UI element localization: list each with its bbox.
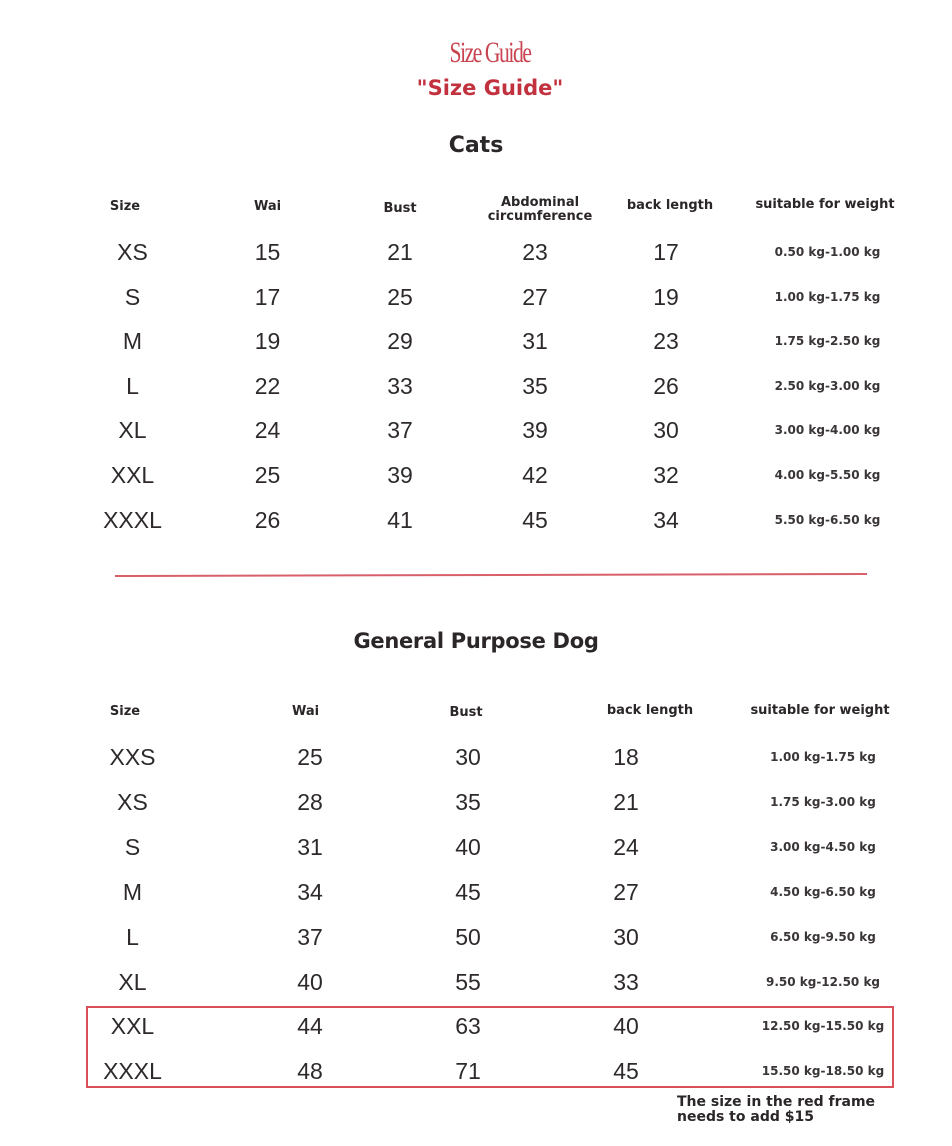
dog-cell-wai: 44 <box>297 1013 323 1040</box>
dog-cell-weight: 3.00 kg-4.50 kg <box>770 839 876 854</box>
dog-cell-back-length: 24 <box>613 833 639 860</box>
dog-cell-size: XXL <box>110 1013 155 1040</box>
dog-header-bust: Bust <box>449 705 483 720</box>
dog-cell-back-length: 30 <box>613 923 639 950</box>
cats-cell-size: XXL <box>110 462 155 488</box>
cats-cell-weight: 4.00 kg-5.50 kg <box>774 468 881 482</box>
cats-cell-bust: 25 <box>387 283 413 310</box>
section-divider <box>115 573 867 577</box>
cats-header-abdominal-line1: Abdominal <box>500 195 580 210</box>
dog-cell-size: XXXL <box>103 1058 162 1085</box>
dog-cell-back-length: 18 <box>613 744 639 770</box>
cats-cell-size: XL <box>118 417 147 444</box>
cats-cell-wai: 25 <box>254 462 281 488</box>
cats-cell-bust: 29 <box>387 328 413 355</box>
dog-cell-size: XS <box>117 788 148 815</box>
dog-cell-back-length: 21 <box>613 788 639 815</box>
cats-cell-size: XS <box>117 239 148 265</box>
cats-header-abdominal <box>470 196 610 224</box>
dog-cell-wai: 40 <box>297 968 323 995</box>
cats-cell-bust: 33 <box>387 372 413 399</box>
cats-header-size: Size <box>109 199 141 214</box>
dog-cell-size: XXS <box>109 744 156 770</box>
extra-charge-red-frame <box>86 1006 894 1088</box>
cats-header-weight: suitable for weight <box>755 197 895 212</box>
dog-cell-bust: 71 <box>455 1058 481 1085</box>
cats-cell-size: S <box>124 283 141 310</box>
dog-cell-back-length: 33 <box>613 968 639 995</box>
dog-cell-bust: 55 <box>455 968 481 995</box>
cats-cell-weight: 1.00 kg-1.75 kg <box>774 289 881 304</box>
dog-cell-back-length: 27 <box>613 878 639 905</box>
cats-cell-wai: 15 <box>254 239 281 265</box>
cats-cell-wai: 26 <box>254 506 281 533</box>
dog-cell-size: L <box>126 923 139 950</box>
dog-cell-wai: 37 <box>297 923 323 950</box>
dog-cell-back-length: 45 <box>613 1058 639 1085</box>
dog-cell-bust: 45 <box>455 878 481 905</box>
cats-cell-weight: 1.75 kg-2.50 kg <box>774 334 881 349</box>
cats-cell-wai: 19 <box>254 328 281 355</box>
cats-cell-back-length: 32 <box>653 462 679 488</box>
dog-cell-wai: 34 <box>297 878 323 905</box>
cats-cell-back-length: 23 <box>653 328 679 355</box>
cats-cell-bust: 37 <box>387 417 413 444</box>
dog-header-size: Size <box>109 704 141 719</box>
cats-header-abdominal-line2: circumference <box>487 209 593 224</box>
extra-charge-note <box>677 1095 917 1125</box>
cats-cell-weight: 0.50 kg-1.00 kg <box>774 245 881 259</box>
cats-cell-abdominal: 31 <box>522 328 548 355</box>
dog-cell-bust: 35 <box>455 788 481 815</box>
cats-cell-back-length: 34 <box>653 506 679 533</box>
dog-cell-size: S <box>124 833 141 860</box>
dog-cell-wai: 48 <box>297 1058 323 1085</box>
cats-cell-bust: 21 <box>387 239 413 265</box>
cats-cell-weight: 5.50 kg-6.50 kg <box>774 512 881 527</box>
cats-cell-wai: 22 <box>254 372 281 399</box>
size-guide-logo-script: Size Guide <box>449 36 531 69</box>
cats-cell-abdominal: 42 <box>522 462 548 488</box>
dog-cell-weight: 1.75 kg-3.00 kg <box>770 794 876 809</box>
dog-cell-wai: 28 <box>297 788 323 815</box>
dog-cell-weight: 1.00 kg-1.75 kg <box>770 750 876 764</box>
dog-cell-bust: 30 <box>455 744 481 770</box>
cats-cell-size: XXXL <box>103 506 162 533</box>
dog-cell-weight: 6.50 kg-9.50 kg <box>770 929 876 944</box>
dog-cell-bust: 50 <box>455 923 481 950</box>
dog-section-title: General Purpose Dog <box>353 629 599 653</box>
size-guide-title: "Size Guide" <box>416 76 564 100</box>
dog-cell-weight: 12.50 kg-15.50 kg <box>761 1019 885 1034</box>
cats-cell-abdominal: 35 <box>522 372 548 399</box>
extra-charge-note-line1: The size in the red frame <box>677 1094 876 1110</box>
cats-header-bust: Bust <box>383 201 417 216</box>
dog-header-weight: suitable for weight <box>750 703 890 718</box>
dog-cell-wai: 31 <box>297 833 323 860</box>
cats-header-wai: Wai <box>253 199 282 214</box>
extra-charge-note-line2: needs to add $15 <box>677 1109 814 1125</box>
dog-cell-wai: 25 <box>297 744 323 770</box>
cats-cell-bust: 39 <box>387 462 413 488</box>
dog-cell-size: XL <box>118 968 147 995</box>
dog-cell-bust: 63 <box>455 1013 481 1040</box>
dog-header-back-length: back length <box>606 703 694 718</box>
cats-cell-back-length: 26 <box>653 372 679 399</box>
cats-cell-abdominal: 27 <box>522 283 548 310</box>
cats-cell-abdominal: 45 <box>522 506 548 533</box>
cats-header-back-length: back length <box>626 198 714 213</box>
cats-cell-bust: 41 <box>387 506 413 533</box>
dog-header-wai: Wai <box>291 704 320 719</box>
cats-cell-back-length: 19 <box>653 283 679 310</box>
cats-cell-abdominal: 23 <box>522 239 548 265</box>
cats-cell-size: L <box>126 372 139 399</box>
cats-cell-weight: 3.00 kg-4.00 kg <box>774 423 881 438</box>
cats-section-title: Cats <box>448 133 504 158</box>
dog-cell-weight: 9.50 kg-12.50 kg <box>765 974 881 989</box>
dog-cell-weight: 15.50 kg-18.50 kg <box>761 1064 885 1079</box>
dog-cell-weight: 4.50 kg-6.50 kg <box>770 884 876 899</box>
cats-cell-abdominal: 39 <box>522 417 548 444</box>
cats-cell-back-length: 17 <box>653 239 679 265</box>
dog-cell-bust: 40 <box>455 833 481 860</box>
dog-cell-size: M <box>122 878 143 905</box>
cats-cell-size: M <box>122 328 143 355</box>
cats-cell-back-length: 30 <box>653 417 679 444</box>
cats-cell-wai: 24 <box>254 417 281 444</box>
cats-cell-weight: 2.50 kg-3.00 kg <box>774 378 881 393</box>
dog-cell-back-length: 40 <box>613 1013 639 1040</box>
cats-cell-wai: 17 <box>254 283 281 310</box>
